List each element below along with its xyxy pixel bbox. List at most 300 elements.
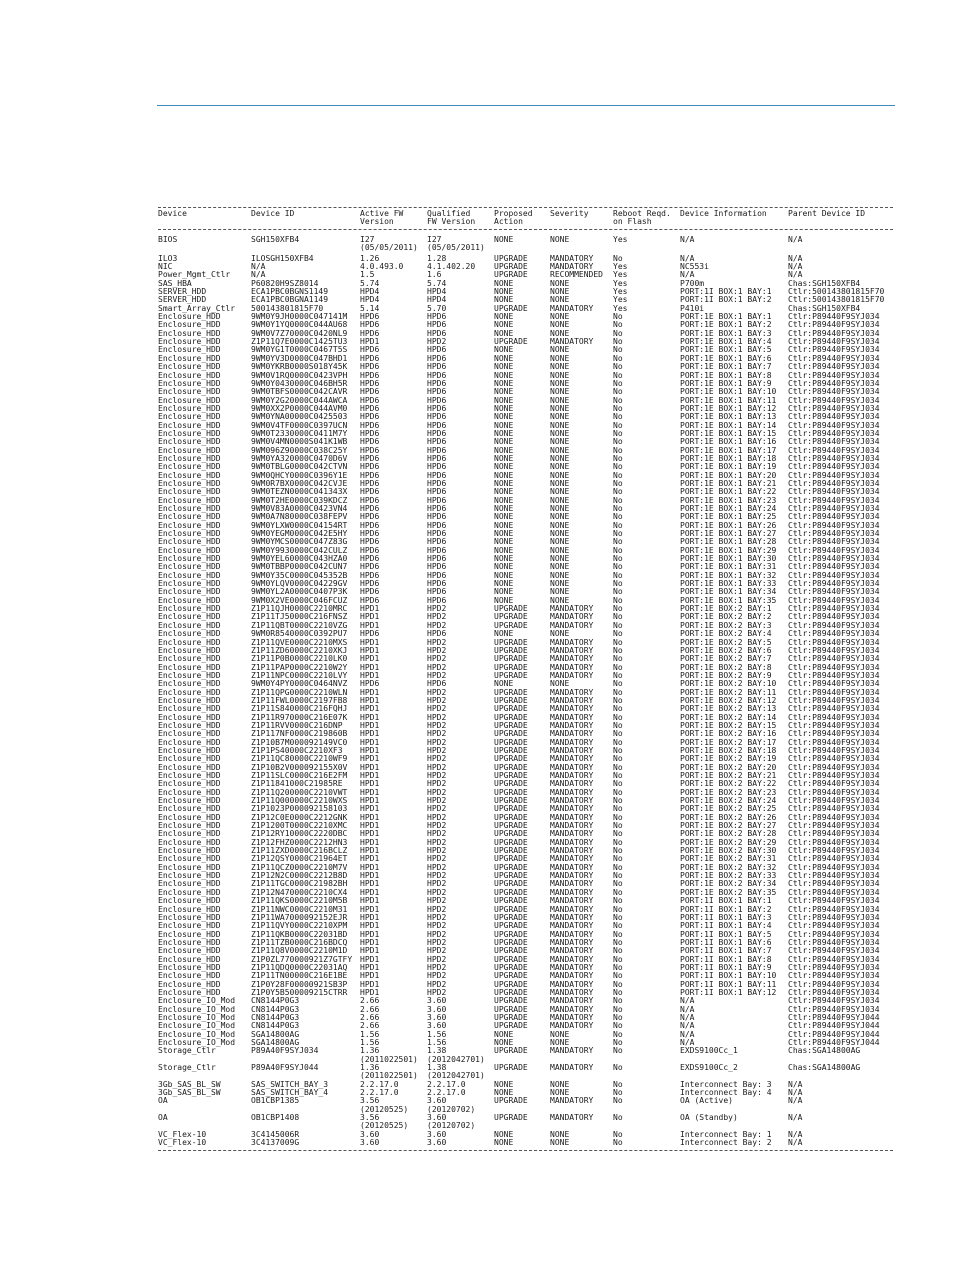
cell-parent-id: Ctlr:P89440F9SYJ034 bbox=[788, 854, 880, 864]
cell-parent-id: Ctlr:P89440F9SYJ034 bbox=[788, 812, 880, 822]
cell-active-fw: HPD1 bbox=[360, 946, 380, 956]
cell-device-id: SAS_SWITCH_BAY_3 bbox=[251, 1079, 329, 1089]
cell-reboot: No bbox=[613, 470, 623, 480]
cell-qualified-fw: HPD2 bbox=[427, 871, 447, 881]
cell-qualified-fw: 1.6 bbox=[427, 270, 442, 280]
cell-active-fw: 1.36 (2011022501) bbox=[360, 1063, 418, 1081]
cell-device-id: 9WM0YLXW0000C04154RT bbox=[251, 520, 348, 530]
cell-device-id: P89A40F9SYJ034 bbox=[251, 1046, 319, 1056]
cell-proposed-action: UPGRADE bbox=[494, 937, 528, 947]
cell-qualified-fw: 1.56 bbox=[427, 1038, 447, 1047]
cell-parent-id: Ctlr:P89440F9SYJ034 bbox=[788, 537, 880, 547]
cell-severity: NONE bbox=[550, 387, 570, 397]
cell-proposed-action: NONE bbox=[494, 570, 514, 580]
cell-device-info: PORT:1I BOX:1 BAY:1 bbox=[680, 287, 772, 297]
cell-severity: MANDATORY bbox=[550, 654, 594, 664]
cell-proposed-action: UPGRADE bbox=[494, 946, 528, 956]
cell-proposed-action: NONE bbox=[494, 312, 514, 322]
cell-qualified-fw: HPD2 bbox=[427, 979, 447, 989]
cell-device-id: Z1P11Q000000C2210WXS bbox=[251, 796, 348, 806]
cell-reboot: No bbox=[613, 720, 623, 730]
cell-active-fw: HPD6 bbox=[360, 470, 380, 480]
cell-device: Enclosure_HDD bbox=[158, 679, 221, 689]
cell-parent-id: Chas:SGA14800AG bbox=[788, 1046, 861, 1056]
cell-proposed-action: NONE bbox=[494, 587, 514, 597]
cell-device: Enclosure_HDD bbox=[158, 437, 221, 447]
cell-device-id: 9WM0QHCY0000C0396Y1E bbox=[251, 470, 348, 480]
cell-severity: MANDATORY bbox=[550, 645, 594, 655]
cell-reboot: No bbox=[613, 887, 623, 897]
cell-device-info: PORT:1E BOX:1 BAY:13 bbox=[680, 412, 777, 422]
cell-severity: NONE bbox=[550, 235, 570, 244]
cell-proposed-action: NONE bbox=[494, 1079, 514, 1089]
cell-proposed-action: NONE bbox=[494, 295, 514, 305]
column-header-active-fw: Active FW Version bbox=[360, 209, 404, 227]
cell-device-info: PORT:1E BOX:2 BAY:6 bbox=[680, 645, 772, 655]
cell-proposed-action: NONE bbox=[494, 595, 514, 605]
cell-parent-id: Ctlr:P89440F9SYJ034 bbox=[788, 470, 880, 480]
cell-active-fw: 3.56 (20120525) bbox=[360, 1113, 409, 1131]
cell-parent-id: Ctlr:P89440F9SYJ034 bbox=[788, 837, 880, 847]
cell-device: Enclosure_HDD bbox=[158, 512, 221, 522]
cell-device: Enclosure_HDD bbox=[158, 629, 221, 639]
cell-active-fw: 4.0.493.0 bbox=[360, 262, 404, 272]
cell-qualified-fw: HPD6 bbox=[427, 679, 447, 689]
cell-proposed-action: UPGRADE bbox=[494, 804, 528, 814]
cell-device-id: 9WM0V4MN0000S041K1WB bbox=[251, 437, 348, 447]
cell-reboot: No bbox=[613, 520, 623, 530]
cell-reboot: No bbox=[613, 412, 623, 422]
cell-active-fw: HPD6 bbox=[360, 362, 380, 372]
cell-active-fw: HPD6 bbox=[360, 312, 380, 322]
cell-active-fw: HPD1 bbox=[360, 821, 380, 831]
cell-qualified-fw: 5.74 bbox=[427, 278, 447, 288]
cell-proposed-action: UPGRADE bbox=[494, 871, 528, 881]
cell-proposed-action: NONE bbox=[494, 529, 514, 539]
cell-qualified-fw: HPD6 bbox=[427, 629, 447, 639]
cell-device-id: Z1P11QBT0000C2210VZG bbox=[251, 620, 348, 630]
cell-device: Enclosure_HDD bbox=[158, 879, 221, 889]
cell-reboot: No bbox=[613, 1138, 623, 1148]
cell-device-info: PORT:1E BOX:2 BAY:26 bbox=[680, 812, 777, 822]
cell-active-fw: HPD6 bbox=[360, 478, 380, 488]
cell-severity: MANDATORY bbox=[550, 862, 594, 872]
cell-proposed-action: UPGRADE bbox=[494, 929, 528, 939]
cell-device: Enclosure_HDD bbox=[158, 370, 221, 380]
cell-parent-id: Ctlr:P89440F9SYJ034 bbox=[788, 695, 880, 705]
cell-device-info: N/A bbox=[680, 235, 695, 244]
cell-reboot: No bbox=[613, 1012, 623, 1022]
cell-proposed-action: UPGRADE bbox=[494, 1046, 528, 1056]
cell-severity: NONE bbox=[550, 453, 570, 463]
cell-device: Enclosure_HDD bbox=[158, 478, 221, 488]
cell-severity: NONE bbox=[550, 520, 570, 530]
cell-device-id: N/A bbox=[251, 262, 266, 272]
cell-severity: NONE bbox=[550, 487, 570, 497]
cell-severity: NONE bbox=[550, 412, 570, 422]
cell-qualified-fw: HPD6 bbox=[427, 412, 447, 422]
cell-proposed-action: UPGRADE bbox=[494, 979, 528, 989]
cell-severity: MANDATORY bbox=[550, 946, 594, 956]
cell-device-id: Z1P12FHZ0000C2212HN3 bbox=[251, 837, 348, 847]
cell-device: Enclosure_HDD bbox=[158, 887, 221, 897]
cell-device: Enclosure_HDD bbox=[158, 529, 221, 539]
cell-reboot: No bbox=[613, 403, 623, 413]
cell-qualified-fw: HPD2 bbox=[427, 604, 447, 614]
cell-active-fw: HPD1 bbox=[360, 662, 380, 672]
cell-reboot: No bbox=[613, 654, 623, 664]
cell-reboot: No bbox=[613, 937, 623, 947]
cell-severity: NONE bbox=[550, 1029, 570, 1039]
cell-qualified-fw: HPD2 bbox=[427, 971, 447, 981]
cell-active-fw: HPD1 bbox=[360, 837, 380, 847]
cell-severity: MANDATORY bbox=[550, 612, 594, 622]
cell-active-fw: 1.5 bbox=[360, 270, 375, 280]
cell-active-fw: 1.36 (2011022501) bbox=[360, 1046, 418, 1064]
cell-parent-id: Ctlr:P89440F9SYJ034 bbox=[788, 545, 880, 555]
cell-parent-id: Ctlr:P89440F9SYJ034 bbox=[788, 871, 880, 881]
cell-device-id: Z1P11841000C21985RE bbox=[251, 779, 343, 789]
cell-reboot: No bbox=[613, 545, 623, 555]
cell-reboot: No bbox=[613, 929, 623, 939]
cell-proposed-action: NONE bbox=[494, 554, 514, 564]
cell-device: 3Gb_SAS_BL_SW bbox=[158, 1088, 221, 1098]
cell-proposed-action: UPGRADE bbox=[494, 1063, 528, 1073]
cell-active-fw: HPD6 bbox=[360, 320, 380, 330]
cell-device: Enclosure_HDD bbox=[158, 595, 221, 605]
cell-proposed-action: UPGRADE bbox=[494, 779, 528, 789]
cell-active-fw: HPD6 bbox=[360, 370, 380, 380]
table-row bbox=[158, 1064, 893, 1081]
cell-proposed-action: UPGRADE bbox=[494, 879, 528, 889]
cell-reboot: No bbox=[613, 1046, 623, 1056]
cell-qualified-fw: HPD2 bbox=[427, 946, 447, 956]
cell-device-info: PORT:1E BOX:1 BAY:22 bbox=[680, 487, 777, 497]
cell-device-id: 3C4137009G bbox=[251, 1138, 300, 1148]
cell-device-info: PORT:1E BOX:2 BAY:7 bbox=[680, 654, 772, 664]
cell-qualified-fw: HPD6 bbox=[427, 353, 447, 363]
cell-parent-id: N/A bbox=[788, 1138, 803, 1148]
cell-proposed-action: NONE bbox=[494, 537, 514, 547]
cell-device-info: PORT:1E BOX:1 BAY:7 bbox=[680, 362, 772, 372]
cell-device: Enclosure_HDD bbox=[158, 704, 221, 714]
cell-severity: NONE bbox=[550, 353, 570, 363]
cell-parent-id: Chas:SGH150XFB4 bbox=[788, 278, 861, 288]
cell-qualified-fw: HPD2 bbox=[427, 962, 447, 972]
cell-qualified-fw: HPD2 bbox=[427, 762, 447, 772]
cell-device-info: PORT:1E BOX:1 BAY:34 bbox=[680, 587, 777, 597]
cell-proposed-action: UPGRADE bbox=[494, 846, 528, 856]
cell-qualified-fw: I27 (05/05/2011) bbox=[427, 235, 485, 253]
cell-active-fw: HPD6 bbox=[360, 328, 380, 338]
cell-reboot: No bbox=[613, 662, 623, 672]
cell-proposed-action: UPGRADE bbox=[494, 954, 528, 964]
cell-parent-id: Ctlr:P89440F9SYJ034 bbox=[788, 462, 880, 472]
cell-device-info: PORT:1E BOX:1 BAY:6 bbox=[680, 353, 772, 363]
cell-device-info: PORT:1I BOX:1 BAY:7 bbox=[680, 946, 772, 956]
column-header-qualified-fw: Qualified FW Version bbox=[427, 209, 476, 227]
cell-device-id: SGA14800AG bbox=[251, 1038, 300, 1047]
cell-device-id: 9WM0X2VE0000C046FCUZ bbox=[251, 595, 348, 605]
cell-proposed-action: UPGRADE bbox=[494, 962, 528, 972]
cell-severity: NONE bbox=[550, 562, 570, 572]
cell-device-id: 9WM0T2330000C0411M7Y bbox=[251, 428, 348, 438]
cell-device-id: Z1P10B2V000092155X0V bbox=[251, 762, 348, 772]
cell-proposed-action: UPGRADE bbox=[494, 921, 528, 931]
cell-proposed-action: NONE bbox=[494, 629, 514, 639]
cell-proposed-action: NONE bbox=[494, 545, 514, 555]
cell-active-fw: HPD1 bbox=[360, 846, 380, 856]
cell-proposed-action: NONE bbox=[494, 470, 514, 480]
cell-active-fw: 2.66 bbox=[360, 1021, 380, 1031]
cell-qualified-fw: HPD2 bbox=[427, 846, 447, 856]
cell-reboot: No bbox=[613, 779, 623, 789]
cell-device-id: Z1P11QC80000C2210WF9 bbox=[251, 754, 348, 764]
cell-active-fw: HPD6 bbox=[360, 395, 380, 405]
cell-severity: MANDATORY bbox=[550, 737, 594, 747]
cell-device-id: 9WM0Y9JH0000C047141M bbox=[251, 312, 348, 322]
cell-proposed-action: UPGRADE bbox=[494, 1012, 528, 1022]
cell-qualified-fw: HPD6 bbox=[427, 328, 447, 338]
cell-device-info: PORT:1E BOX:2 BAY:1 bbox=[680, 604, 772, 614]
cell-device-id: Z1P11NWC0000C2210M31 bbox=[251, 904, 348, 914]
cell-device-info: NC553i bbox=[680, 262, 709, 272]
cell-reboot: No bbox=[613, 554, 623, 564]
cell-reboot: No bbox=[613, 670, 623, 680]
cell-proposed-action: NONE bbox=[494, 328, 514, 338]
cell-device-info: PORT:1E BOX:2 BAY:18 bbox=[680, 745, 777, 755]
cell-device: Enclosure_HDD bbox=[158, 812, 221, 822]
cell-device-id: Z1P11SLC0000C216E2FM bbox=[251, 771, 348, 780]
cell-parent-id: Ctlr:P89440F9SYJ034 bbox=[788, 912, 880, 922]
cell-device: Enclosure_HDD bbox=[158, 320, 221, 330]
cell-active-fw: HPD4 bbox=[360, 287, 380, 297]
cell-reboot: Yes bbox=[613, 287, 628, 297]
cell-device-info: PORT:1I BOX:1 BAY:11 bbox=[680, 979, 777, 989]
cell-proposed-action: UPGRADE bbox=[494, 712, 528, 722]
cell-device-id: 9WM0A7N80000C038FEPV bbox=[251, 512, 348, 522]
cell-device: Enclosure_HDD bbox=[158, 403, 221, 413]
cell-active-fw: HPD1 bbox=[360, 937, 380, 947]
cell-device-id: 9WM0YV3D0000C047BHD1 bbox=[251, 353, 348, 363]
cell-parent-id: Ctlr:P89440F9SYJ034 bbox=[788, 712, 880, 722]
cell-reboot: No bbox=[613, 570, 623, 580]
cell-device: Enclosure_HDD bbox=[158, 387, 221, 397]
cell-qualified-fw: HPD6 bbox=[427, 512, 447, 522]
cell-severity: MANDATORY bbox=[550, 904, 594, 914]
cell-device-id: Z1P11Q8V0000C2210M1D bbox=[251, 946, 348, 956]
cell-severity: MANDATORY bbox=[550, 1012, 594, 1022]
cell-active-fw: HPD6 bbox=[360, 554, 380, 564]
cell-device: Enclosure_HDD bbox=[158, 587, 221, 597]
table-row bbox=[158, 236, 893, 253]
cell-severity: MANDATORY bbox=[550, 887, 594, 897]
cell-device-id: 9WM0Y9930000C042CULZ bbox=[251, 545, 348, 555]
cell-severity: NONE bbox=[550, 1079, 570, 1089]
cell-device: Enclosure_IO_Mod bbox=[158, 1012, 236, 1022]
cell-device-id: 9WM0Y2G20000C044AWCA bbox=[251, 395, 348, 405]
cell-proposed-action: NONE bbox=[494, 287, 514, 297]
cell-severity: NONE bbox=[550, 470, 570, 480]
cell-severity: MANDATORY bbox=[550, 796, 594, 806]
cell-parent-id: Ctlr:P89440F9SYJ034 bbox=[788, 879, 880, 889]
cell-parent-id: Ctlr:P89440F9SYJ034 bbox=[788, 662, 880, 672]
cell-device-info: N/A bbox=[680, 1004, 695, 1014]
cell-reboot: No bbox=[613, 562, 623, 572]
cell-qualified-fw: 1.28 bbox=[427, 253, 447, 263]
cell-device-id: Z1P117NF0000C219860B bbox=[251, 729, 348, 739]
cell-device: Enclosure_HDD bbox=[158, 962, 221, 972]
cell-device-id: Z1P11ZD60000C2210XKJ bbox=[251, 645, 348, 655]
cell-reboot: No bbox=[613, 1088, 623, 1098]
cell-active-fw: HPD1 bbox=[360, 712, 380, 722]
cell-device: ILO3 bbox=[158, 253, 178, 263]
cell-active-fw: HPD1 bbox=[360, 637, 380, 647]
cell-severity: NONE bbox=[550, 629, 570, 639]
cell-device-info: PORT:1I BOX:1 BAY:2 bbox=[680, 295, 772, 305]
cell-device-info: PORT:1I BOX:1 BAY:9 bbox=[680, 962, 772, 972]
cell-device-info: PORT:1E BOX:1 BAY:27 bbox=[680, 529, 777, 539]
column-header-parent-id: Parent Device ID bbox=[788, 209, 866, 218]
cell-device-id: 9WM0V7Z70000C0420NL9 bbox=[251, 328, 348, 338]
cell-device-id: 9WM0YEGM0000C042E5HY bbox=[251, 529, 348, 539]
cell-parent-id: Ctlr:P89440F9SYJ034 bbox=[788, 345, 880, 355]
cell-qualified-fw: 3.60 bbox=[427, 1004, 447, 1014]
cell-proposed-action: NONE bbox=[494, 512, 514, 522]
cell-active-fw: HPD1 bbox=[360, 670, 380, 680]
cell-device-id: 9WM0R7BX0000C042CVJE bbox=[251, 478, 348, 488]
cell-reboot: No bbox=[613, 812, 623, 822]
cell-severity: MANDATORY bbox=[550, 921, 594, 931]
cell-proposed-action: NONE bbox=[494, 378, 514, 388]
cell-active-fw: HPD1 bbox=[360, 904, 380, 914]
cell-reboot: No bbox=[613, 979, 623, 989]
cell-device-info: Interconnect Bay: 1 bbox=[680, 1129, 772, 1139]
cell-qualified-fw: 1.38 (2012042701) bbox=[427, 1063, 485, 1081]
cell-parent-id: Ctlr:P89440F9SYJ034 bbox=[788, 962, 880, 972]
cell-qualified-fw: HPD6 bbox=[427, 445, 447, 455]
cell-device-info: PORT:1E BOX:2 BAY:22 bbox=[680, 779, 777, 789]
cell-reboot: No bbox=[613, 504, 623, 513]
cell-reboot: No bbox=[613, 462, 623, 472]
cell-device-info: PORT:1E BOX:2 BAY:4 bbox=[680, 629, 772, 639]
cell-reboot: No bbox=[613, 871, 623, 881]
cell-device-info: PORT:1I BOX:1 BAY:6 bbox=[680, 937, 772, 947]
cell-parent-id: Ctlr:P89440F9SYJ034 bbox=[788, 570, 880, 580]
table-row bbox=[158, 1047, 893, 1064]
cell-qualified-fw: HPD6 bbox=[427, 587, 447, 597]
cell-device-id: ECA1PBC0BGNA1149 bbox=[251, 295, 329, 305]
cell-active-fw: 5.14 bbox=[360, 303, 380, 313]
cell-device-id: Z1P12N470000C2210CX4 bbox=[251, 887, 348, 897]
cell-device: 3Gb_SAS_BL_SW bbox=[158, 1079, 221, 1089]
cell-device-id: ECA1PBC0BGNS1149 bbox=[251, 287, 329, 297]
cell-proposed-action: UPGRADE bbox=[494, 654, 528, 664]
cell-device-info: PORT:1E BOX:2 BAY:10 bbox=[680, 679, 777, 689]
cell-device: Enclosure_HDD bbox=[158, 912, 221, 922]
cell-severity: NONE bbox=[550, 362, 570, 372]
cell-severity: MANDATORY bbox=[550, 695, 594, 705]
cell-reboot: No bbox=[613, 846, 623, 856]
cell-qualified-fw: HPD6 bbox=[427, 428, 447, 438]
cell-device: Enclosure_HDD bbox=[158, 328, 221, 338]
cell-parent-id: Ctlr:P89440F9SYJ034 bbox=[788, 720, 880, 730]
cell-reboot: Yes bbox=[613, 295, 628, 305]
cell-device: SAS_HBA bbox=[158, 278, 192, 288]
cell-parent-id: Chas:SGH150XFB4 bbox=[788, 303, 861, 313]
cell-device-id: Z1P11QKB0000C22031BD bbox=[251, 929, 348, 939]
cell-device: Enclosure_IO_Mod bbox=[158, 1038, 236, 1047]
cell-qualified-fw: HPD2 bbox=[427, 929, 447, 939]
cell-reboot: No bbox=[613, 320, 623, 330]
cell-device-info: OA (Standby) bbox=[680, 1113, 738, 1123]
cell-parent-id: N/A bbox=[788, 1088, 803, 1098]
cell-active-fw: HPD1 bbox=[360, 787, 380, 797]
cell-device: Enclosure_HDD bbox=[158, 604, 221, 614]
cell-severity: NONE bbox=[550, 554, 570, 564]
cell-active-fw: HPD6 bbox=[360, 587, 380, 597]
cell-qualified-fw: HPD6 bbox=[427, 395, 447, 405]
cell-device-info: PORT:1E BOX:1 BAY:24 bbox=[680, 504, 777, 513]
cell-active-fw: HPD1 bbox=[360, 929, 380, 939]
cell-device-info: PORT:1E BOX:2 BAY:9 bbox=[680, 670, 772, 680]
cell-severity: MANDATORY bbox=[550, 720, 594, 730]
cell-device: Enclosure_HDD bbox=[158, 946, 221, 956]
table-row bbox=[158, 1139, 893, 1147]
cell-active-fw: HPD1 bbox=[360, 620, 380, 630]
cell-active-fw: HPD6 bbox=[360, 387, 380, 397]
cell-qualified-fw: HPD2 bbox=[427, 695, 447, 705]
cell-qualified-fw: HPD6 bbox=[427, 420, 447, 430]
cell-active-fw: HPD6 bbox=[360, 679, 380, 689]
cell-reboot: No bbox=[613, 987, 623, 997]
cell-device-info: EXDS9100Cc_2 bbox=[680, 1063, 738, 1073]
cell-parent-id: Ctlr:P89440F9SYJ034 bbox=[788, 704, 880, 714]
cell-parent-id: Ctlr:P89440F9SYJ034 bbox=[788, 996, 880, 1006]
cell-active-fw: HPD1 bbox=[360, 704, 380, 714]
cell-device-info: PORT:1E BOX:1 BAY:32 bbox=[680, 570, 777, 580]
cell-device: Enclosure_HDD bbox=[158, 729, 221, 739]
cell-severity: MANDATORY bbox=[550, 896, 594, 906]
cell-proposed-action: NONE bbox=[494, 445, 514, 455]
cell-device-info: PORT:1E BOX:2 BAY:32 bbox=[680, 862, 777, 872]
cell-active-fw: HPD1 bbox=[360, 695, 380, 705]
cell-reboot: No bbox=[613, 604, 623, 614]
cell-device: Enclosure_HDD bbox=[158, 345, 221, 355]
cell-device-id: Z1P11TGC0000C21982BH bbox=[251, 879, 348, 889]
cell-device-info: PORT:1E BOX:1 BAY:21 bbox=[680, 478, 777, 488]
cell-active-fw: HPD6 bbox=[360, 529, 380, 539]
cell-severity: MANDATORY bbox=[550, 754, 594, 764]
cell-device-id: Z1P10B7M000092149VC0 bbox=[251, 737, 348, 747]
cell-severity: NONE bbox=[550, 403, 570, 413]
cell-device: Enclosure_HDD bbox=[158, 937, 221, 947]
cell-proposed-action: NONE bbox=[494, 403, 514, 413]
cell-severity: NONE bbox=[550, 512, 570, 522]
cell-qualified-fw: HPD6 bbox=[427, 537, 447, 547]
cell-severity: NONE bbox=[550, 345, 570, 355]
cell-parent-id: N/A bbox=[788, 1096, 803, 1106]
cell-proposed-action: NONE bbox=[494, 1088, 514, 1098]
cell-reboot: No bbox=[613, 1021, 623, 1031]
cell-proposed-action: NONE bbox=[494, 362, 514, 372]
cell-active-fw: HPD1 bbox=[360, 912, 380, 922]
cell-reboot: No bbox=[613, 437, 623, 447]
cell-reboot: No bbox=[613, 896, 623, 906]
cell-device-info: PORT:1E BOX:2 BAY:16 bbox=[680, 729, 777, 739]
cell-active-fw: 1.56 bbox=[360, 1029, 380, 1039]
cell-device-id: 9WM0TBFS0000C042CAVR bbox=[251, 387, 348, 397]
